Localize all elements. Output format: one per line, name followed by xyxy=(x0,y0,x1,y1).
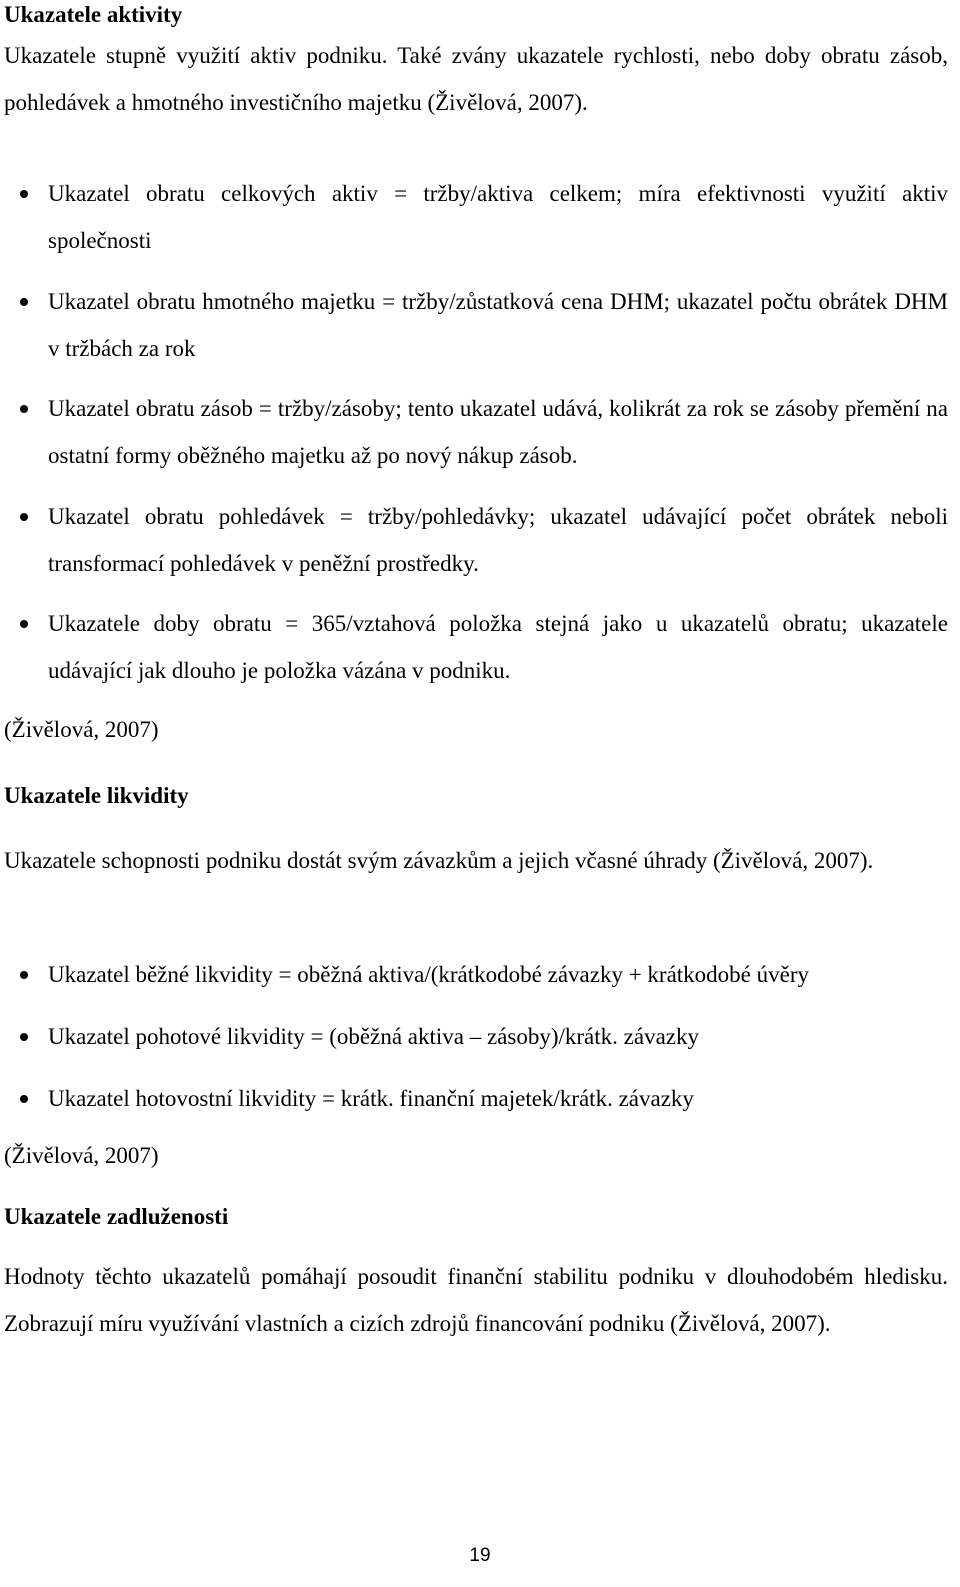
paragraph-liquidity-intro: Ukazatele schopnosti podniku dostát svým závazkům a jejich včasné úhrady (Živělová, 2007). xyxy=(4,848,874,873)
heading-debt: Ukazatele zadluženosti xyxy=(4,1204,229,1229)
list-item-text: Ukazatel obratu hmotného majetku = tržby/zůstatková cena DHM; ukazatel počtu obrátek DHM v tržbách za rok xyxy=(48,289,948,361)
bullet-icon xyxy=(20,513,28,521)
citation-activity: (Živělová, 2007) xyxy=(4,717,159,742)
list-item xyxy=(48,1075,948,1122)
bullet-icon xyxy=(20,971,28,979)
list-item-text: Ukazatele doby obratu = 365/vztahová položka stejná jako u ukazatelů obratu; ukazatele udávající jak dlouho je položka vázána v podniku. xyxy=(48,611,948,683)
list-item-text: Ukazatel obratu celkových aktiv = tržby/aktiva celkem; míra efektivnosti využití aktiv společnosti xyxy=(48,181,948,253)
bullet-icon xyxy=(20,1095,28,1103)
list-item-text: Ukazatel běžné likvidity = oběžná aktiva/(krátkodobé závazky + krátkodobé úvěry xyxy=(48,962,809,987)
list-item xyxy=(48,1013,948,1060)
list-item-text: Ukazatel obratu pohledávek = tržby/pohledávky; ukazatel udávající počet obrátek neboli transformací pohledávek v peněžní prostředky. xyxy=(48,504,948,576)
list-item xyxy=(48,385,948,479)
bullet-icon xyxy=(20,190,28,198)
bullet-icon xyxy=(20,298,28,306)
list-item xyxy=(48,951,948,998)
list-item-text: Ukazatel hotovostní likvidity = krátk. finanční majetek/krátk. závazky xyxy=(48,1086,694,1111)
heading-activity: Ukazatele aktivity xyxy=(4,2,183,27)
list-item xyxy=(48,600,948,694)
paragraph-activity-intro: Ukazatele stupně využití aktiv podniku. Také zvány ukazatele rychlosti, nebo doby obratu zásob, pohledávek a hmotného investičního majetku (Živělová, 2007). xyxy=(4,43,948,115)
citation-liquidity: (Živělová, 2007) xyxy=(4,1143,159,1168)
list-item-text: Ukazatel obratu zásob = tržby/zásoby; tento ukazatel udává, kolikrát za rok se zásoby přemění na ostatní formy oběžného majetku až po nový nákup zásob. xyxy=(48,396,948,468)
bullet-icon xyxy=(20,405,28,413)
page-number: 19 xyxy=(469,1545,491,1566)
list-item-text: Ukazatel pohotové likvidity = (oběžná aktiva – zásoby)/krátk. závazky xyxy=(48,1024,699,1049)
bullet-icon xyxy=(20,620,28,628)
paragraph-debt: Hodnoty těchto ukazatelů pomáhají posoudit finanční stabilitu podniku v dlouhodobém hledisku. Zobrazují míru využívání vlastních a cizích zdrojů financování podniku (Živělová, 2007). xyxy=(4,1264,948,1336)
bullet-icon xyxy=(20,1033,28,1041)
heading-liquidity: Ukazatele likvidity xyxy=(4,783,189,808)
list-item xyxy=(48,170,948,264)
list-item xyxy=(48,278,948,372)
list-item xyxy=(48,493,948,587)
